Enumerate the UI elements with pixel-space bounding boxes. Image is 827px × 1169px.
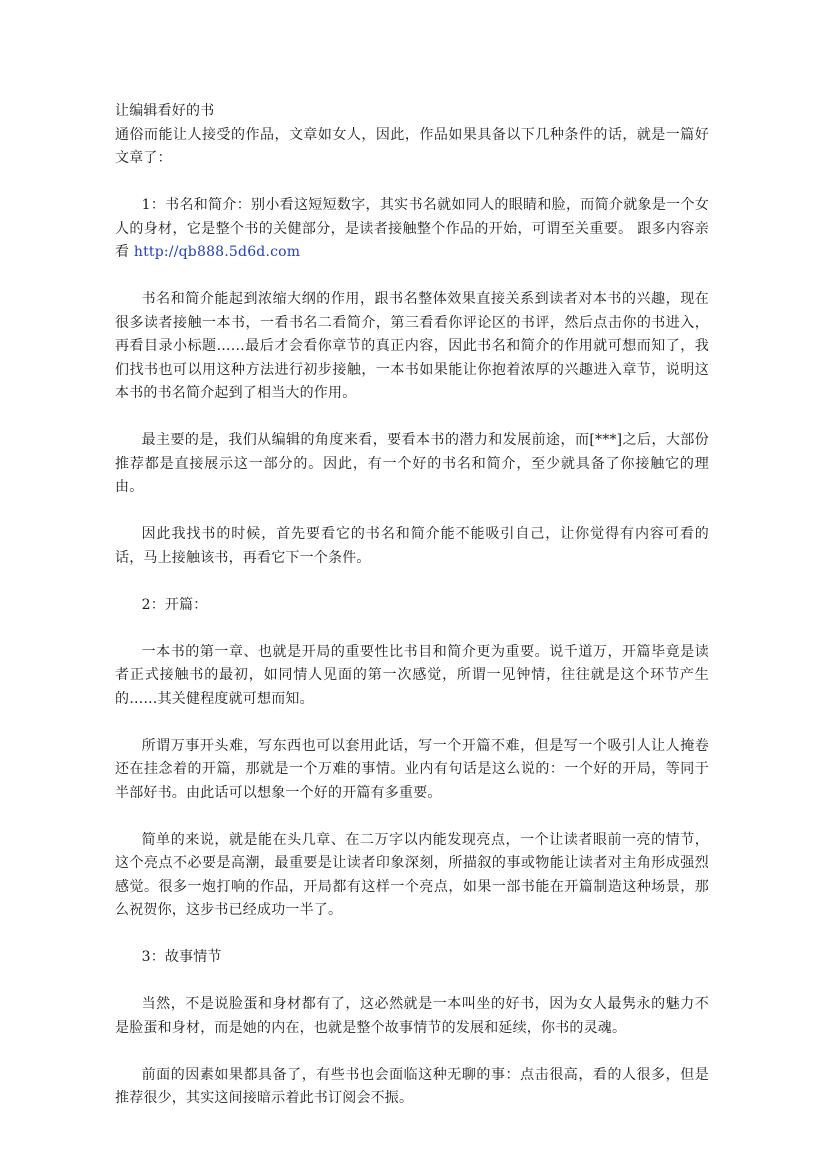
- body-paragraph: 书名和简介能起到浓缩大纲的作用，跟书名整体效果直接关系到读者对本书的兴趣，现在很多读者接触一本书，一看书名二看简介，第三看看你评论区的书评，然后点击你的书进入，再看目录小标题……最后才会看你章节的真正内容，因此书名和简介的作用就可想而知了，我们找书也可以用这种方法进行初步接触，一本书如果能让你抱着浓厚的兴趣进入章节，说明这本书的书名简介起到了相当大的作用。: [115, 291, 709, 401]
- intro-paragraph: 通俗而能让人接受的作品，文章如女人，因此，作品如果具备以下几种条件的话，就是一篇好文章了：: [115, 126, 709, 166]
- body-paragraph: 前面的因素如果都具备了，有些书也会面临这种无聊的事：点击很高，看的人很多，但是推荐很少，其实这间接暗示着此书订阅会不振。: [115, 1066, 709, 1106]
- body-paragraph: 所谓万事开头难，写东西也可以套用此话，写一个开篇不难，但是写一个吸引人让人掩卷还在挂念着的开篇，那就是一个万难的事情。业内有句话是这么说的：一个好的开局，等同于半部好书。由此话可以想象一个好的开篇有多重要。: [115, 737, 709, 801]
- body-paragraph: 最主要的是，我们从编辑的角度来看，要看本书的潜力和发展前途，而[***]之后，大部份推荐都是直接展示这一部分的。因此，有一个好的书名和简介，至少就具备了你接触它的理由。: [115, 432, 709, 495]
- more-content-link[interactable]: http://qb888.5d6d.com: [133, 244, 301, 260]
- section-3-heading: 3：故事情节: [141, 949, 222, 965]
- section-1-text: 1：书名和简介：别小看这短短数字，其实书名就如同人的眼睛和脸，而简介就象是一个女人的身材，它是整个书的关健部分，是读者接触整个作品的开始，可谓至关重要。 跟多内容亲看: [115, 197, 709, 260]
- document-title: 让编辑看好的书: [115, 103, 215, 119]
- body-paragraph: 简单的来说，就是能在头几章、在二万字以内能发现亮点，一个让读者眼前一亮的情节，这个亮点不必要是高潮，最重要是让读者印象深刻，所描叙的事或物能让读者对主角形成强烈感觉。很多一炮打响的作品，开局都有这样一个亮点，如果一部书能在开篇制造这种场景，那么祝贺你，这步书已经成功一半了。: [115, 831, 709, 918]
- body-paragraph: 因此我找书的时候，首先要看它的书名和简介能不能吸引自己，让你觉得有内容可看的话，马上接触该书，再看它下一个条件。: [115, 526, 709, 566]
- section-1-paragraph: [115, 194, 709, 265]
- document-body: [115, 100, 709, 1111]
- section-2-heading: 2：开篇：: [141, 596, 208, 613]
- body-paragraph: 一本书的第一章、也就是开局的重要性比书目和简介更为重要。说千道万，开篇毕竟是读者正式接触书的最初，如同情人见面的第一次感觉，所谓一见钟情，往往就是这个环节产生的……其关健程度就可想而知。: [115, 643, 709, 707]
- body-paragraph: 当然，不是说脸蛋和身材都有了，这必然就是一本叫坐的好书，因为女人最隽永的魅力不是脸蛋和身材，而是她的内在，也就是整个故事情节的发展和延续，你书的灵魂。: [115, 996, 709, 1036]
